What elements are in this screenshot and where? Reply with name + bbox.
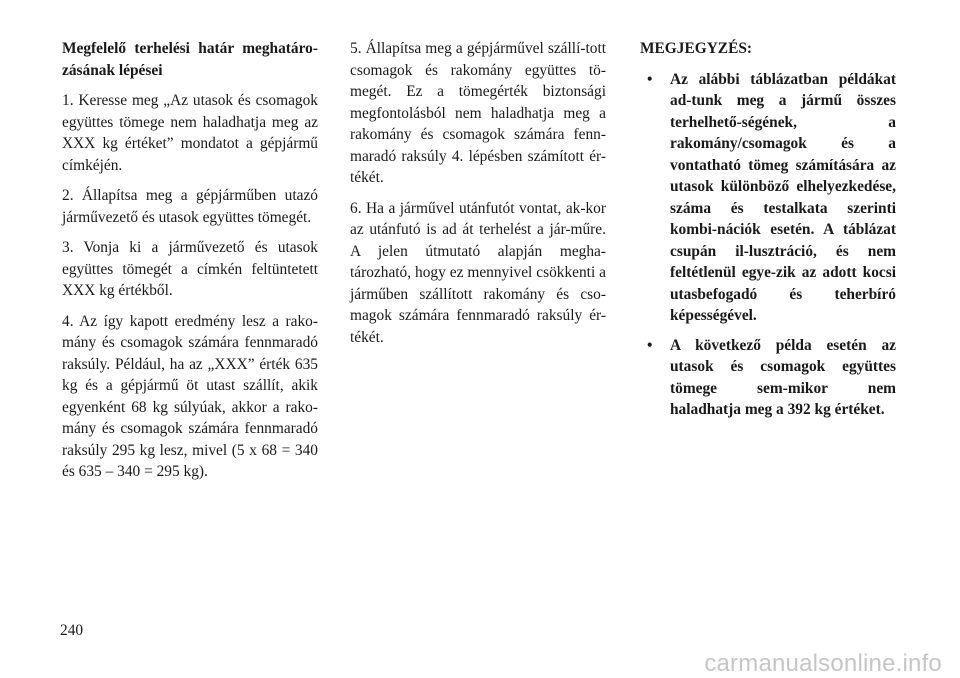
note-item-text: Az alábbi táblázatban példákat ad-tunk meg a jármű összes terhelhető-ségének, a rakomány/csomagok és a vontatható tömeg számítására az utasok különböző elhelyezkedése, száma és testalkata szerinti kombi-nációk esetén. A táblázat csupán il-lusztráció, és nem feltétlenül egye-zik az adott kocsi utasbefogadó és teherbíró képességével. — [670, 70, 896, 324]
note-item-text: A következő példa esetén az utasok és csomagok együttes tömege sem-mikor nem haladhatja meg a 392 kg értéket. — [670, 336, 896, 418]
step-1-paragraph: 1. Keresse meg „Az utasok és csomagok együttes tömege nem haladhatja meg az XXX kg értéket” mondatot a gépjármű címkéjén. — [62, 92, 318, 174]
left-column — [62, 38, 318, 492]
watermark: carmanualsonline.info — [704, 650, 942, 677]
right-column — [640, 38, 896, 429]
page-number: 240 — [60, 622, 84, 639]
note-item — [640, 335, 896, 421]
bullet-icon: • — [647, 336, 653, 354]
step-5-paragraph: 5. Állapítsa meg a gépjárművel szállí-tott csomagok és rakomány együttes tö-megét. Ez a tömegérték biztonsági megfontolásból nem haladhatja meg a rakomány és csomagok számára fenn-maradó raksúly 4. lépésben számított ér-tékét. — [350, 40, 606, 186]
note-title: MEGJEGYZÉS: — [640, 40, 753, 57]
middle-column — [350, 38, 606, 357]
step-4-paragraph: 4. Az így kapott eredmény lesz a rako-mány és csomagok számára fennmaradó raksúly. Például, ha az „XXX” érték 635 kg és a gépjármű öt utast szállít, akik egyenként 68 kg súlyúak, akkor a rako-mány és csomagok számára fennmaradó raksúly 295 kg lesz, mivel (5 x 68 = 340 és 635 – 340 = 295 kg). — [62, 312, 318, 480]
note-item — [640, 69, 896, 327]
bullet-icon: • — [647, 70, 653, 88]
step-2-paragraph: 2. Állapítsa meg a gépjárműben utazó járművezető és utasok együttes tömegét. — [62, 187, 318, 226]
note-list — [640, 69, 896, 421]
section-heading: Megfelelő terhelési határ meghatáro-zásának lépései — [62, 40, 318, 79]
step-3-paragraph: 3. Vonja ki a járművezető és utasok együttes tömegét a címkén feltüntetett XXX kg értékből. — [62, 239, 318, 299]
step-6-paragraph: 6. Ha a járművel utánfutót vontat, ak-kor az utánfutó is ad át terhelést a jár-műre. A jelen útmutató alapján megha-tározható, hogy ez mennyivel csökkenti a járműben szállított rakomány és cso-magok számára fennmaradó raksúly ér-tékét. — [350, 199, 606, 346]
